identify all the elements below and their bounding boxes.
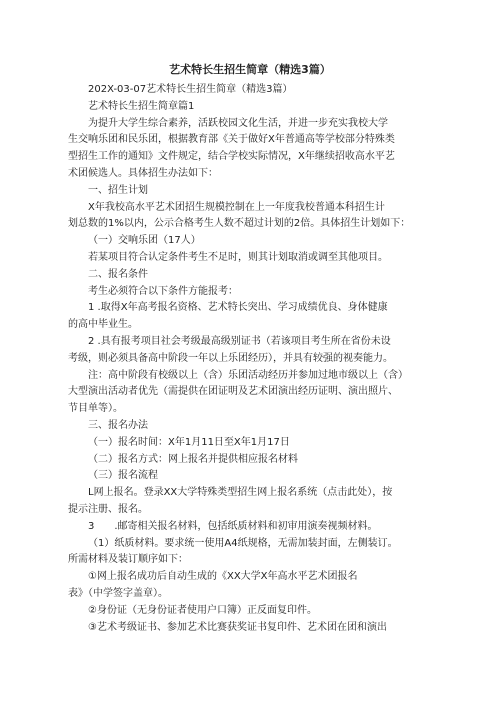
text-line: 节目单等）。 <box>68 403 123 415</box>
text-line: （二）报名方式：网上报名并提供相应报名材料 <box>88 453 298 465</box>
text-line: 202X-03-07艺术特长生招生简章（精选3篇） <box>88 84 293 95</box>
text-line: （一）交响乐团（17人） <box>88 235 201 247</box>
text-line: 为提升大学生综合素养，活跃校园文化生活，并进一步充实我校大学 <box>88 117 388 129</box>
text-line: ③艺术考级证书、参加艺术比赛获奖证书复印件、艺术团在团和演出 <box>88 621 387 633</box>
text-line: 考生必须符合以下条件方能报考： <box>88 285 238 297</box>
text-line: 三、报名办法 <box>88 419 148 431</box>
document-body <box>68 82 442 636</box>
text-line: 注：高中阶段有校级以上（含）乐团活动经历并参加过地市级以上（含） <box>88 369 408 381</box>
text-line: 考级，则必须具备高中阶段一年以上乐团经历），并具有较强的视奏能力。 <box>68 352 393 364</box>
text-line: （三）报名流程 <box>88 470 158 482</box>
text-line: 2 .具有报考项目社会考级最高级别证书（若该项目考生所在省份未设 <box>88 335 391 347</box>
text-line: L网上报名。登录XX大学特殊类型招生网上报名系统（点击此处），按 <box>88 487 393 499</box>
text-line: 术团候选人。具体招生办法如下： <box>68 167 218 179</box>
text-line: （1）纸质材料。要求统一使用A4纸规格，无需加装封面，左侧装订。 <box>88 537 398 549</box>
text-line: 型招生工作的通知》文件规定，结合学校实际情况，X年继续招收高水平艺 <box>68 151 395 163</box>
text-line: （一）报名时间：X年1月11日至X年1月17日 <box>88 436 290 448</box>
text-line: X年我校高水平艺术团招生规模控制在上一年度我校普通本科招生计 <box>88 201 385 213</box>
text-line: 所需材料及装订顺序如下： <box>68 554 188 566</box>
text-line: 大型演出活动者优先（需提供在团证明及艺术团演出经历证明、演出照片、 <box>68 386 398 398</box>
text-line: 若某项目符合认定条件考生不足时，则其计划取消或调至其他项目。 <box>88 251 388 263</box>
document-title: 艺术特长生招生简章（精选3篇） <box>169 63 331 76</box>
text-line: 1 .取得X年高考报名资格、艺术特长突出、学习成绩优良、身体健康 <box>88 302 388 314</box>
text-line: 3 .邮寄相关报名材料，包括纸质材料和初审用演奏视频材料。 <box>88 520 378 532</box>
text-line: 提示注册、报名。 <box>68 503 148 515</box>
text-line: 艺术特长生招生简章篇1 <box>88 100 195 112</box>
text-line: 二、报名条件 <box>88 268 148 280</box>
text-line: ①网上报名成功后自动生成的《XX大学X年高水平艺术团报名 <box>88 571 358 583</box>
text-line: 一、招生计划 <box>88 184 148 196</box>
text-line: 表》（中学签字盖章）。 <box>68 587 168 599</box>
text-line: 的高中毕业生。 <box>68 319 138 331</box>
text-line: 划总数的1%以内，公示合格考生人数不超过计划的2倍。具体招生计划如下： <box>68 218 411 230</box>
text-line: ②身份证（无身份证者使用户口簿）正反面复印件。 <box>88 604 317 616</box>
text-line: 生交响乐团和民乐团，根据教育部《关于做好X年普通高等学校部分特殊类 <box>68 134 395 146</box>
